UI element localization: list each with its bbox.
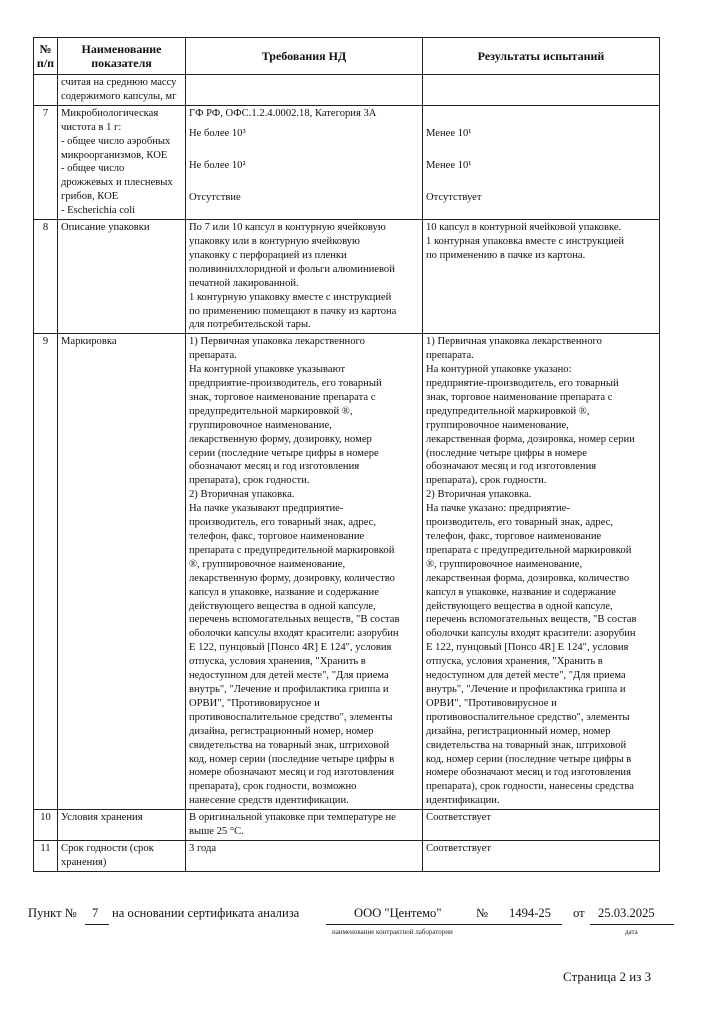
results-table <box>33 37 660 872</box>
lab-name: ООО "Центемо" <box>354 906 442 920</box>
header-indicator-name: Наименование показателя <box>58 38 186 75</box>
point-label: Пункт № <box>28 906 77 920</box>
row-number-cell: 9 <box>34 334 58 810</box>
table-row-11 <box>34 840 660 871</box>
row-name-cell: Маркировка <box>58 334 186 810</box>
page-number: Страница 2 из 3 <box>563 969 652 984</box>
number-sign: № <box>476 906 489 920</box>
row-requirements-cell <box>186 75 423 106</box>
row-name-cell: Срок годности (срок хранения) <box>58 840 186 871</box>
row-results-cell: Соответствует <box>423 810 660 841</box>
row-results-cell: Менее 10¹ Менее 10¹ Отсутствует <box>423 105 660 219</box>
row-number-cell: 7 <box>34 105 58 219</box>
point-underline <box>85 924 109 925</box>
header-results: Результаты испытаний <box>423 38 660 75</box>
row-name-cell: Условия хранения <box>58 810 186 841</box>
row-results-cell: Соответствует <box>423 840 660 871</box>
row-number-cell: 11 <box>34 840 58 871</box>
header-number: № п/п <box>34 38 58 75</box>
lab-underline <box>326 924 494 925</box>
row-requirements-cell: 3 года <box>186 840 423 871</box>
row-name-cell: считая на среднюю массу содержимого капсулы, мг <box>58 75 186 106</box>
row-number-cell: 8 <box>34 220 58 334</box>
certificate-footer <box>28 906 674 942</box>
table-header-row <box>34 38 660 75</box>
date-caption: дата <box>625 928 638 936</box>
row-name-cell: Описание упаковки <box>58 220 186 334</box>
certificate-number: 1494-25 <box>509 906 551 920</box>
row-name-cell: Микробиологическая чистота в 1 г: - общее число аэробных микроорганизмов, КОЕ - общее число дрожжевых и плесневых грибов, КОЕ - Escherichia coli <box>58 105 186 219</box>
row-number-cell <box>34 75 58 106</box>
row-requirements-cell: 1) Первичная упаковка лекарственного препарата. На контурной упаковке указывают предприятие-производитель, его товарный знак, торговое наименование препарата с предупредительной маркировкой ®, группировочное наименование, лекарственную форму, дозировку, номер серии (последние четыре цифры в номере обозначают месяц и год изготовления препарата), срок годности. 2) Вторичная упаковка. На пачке указывают предприятие- производитель, его товарный знак, адрес, телефон, факс, торговое наименование препарата с предупредительной маркировкой ®, группировочное наименование, лекарственную форму, дозировку, количество капсул в упаковке, название и содержание действующего вещества в одной капсуле, перечень вспомогательных веществ, "В состав оболочки капсулы входят красители: азорубин Е 122, пунцовый [Понсо 4R] Е 124", условия отпуска, условия хранения, "Хранить в недоступном для детей месте", "Для приема внутрь", "Лечение и профилактика гриппа и ОРВИ", "Противовирусное и противовоспалительное средство", элементы дизайна, регистрационный номер, номер свидетельства на товарный знак, штриховой код, номер серии (последние четыре цифры в номере обозначают месяц и год изготовления препарата), срок годности, возможно нанесение средств идентификации. <box>186 334 423 810</box>
certificate-date: 25.03.2025 <box>598 906 655 920</box>
table-row-10 <box>34 810 660 841</box>
lab-caption: наименование контрактной лаборатории <box>332 928 453 936</box>
row-requirements-cell: ГФ РФ, ОФС.1.2.4.0002.18, Категория 3А Не более 10³ Не более 10² Отсутствие <box>186 105 423 219</box>
table-row-9 <box>34 334 660 810</box>
row-results-cell <box>423 75 660 106</box>
basis-text: на основании сертификата анализа <box>112 906 300 920</box>
row-number-cell: 10 <box>34 810 58 841</box>
table-row-continued <box>34 75 660 106</box>
row-results-cell: 10 капсул в контурной ячейковой упаковке. 1 контурная упаковка вместе с инструкцией по применению в пачке из картона. <box>423 220 660 334</box>
table-row-8 <box>34 220 660 334</box>
table-row-7 <box>34 105 660 219</box>
date-from-label: от <box>573 906 585 920</box>
header-requirements: Требования НД <box>186 38 423 75</box>
row-requirements-cell: В оригинальной упаковке при температуре не выше 25 °С. <box>186 810 423 841</box>
number-underline <box>494 924 562 925</box>
date-underline <box>590 924 674 925</box>
row-results-cell: 1) Первичная упаковка лекарственного препарата. На контурной упаковке указано: предприятие-производитель, его товарный знак, торговое наименование препарата с предупредительной маркировкой ®, группировочное наименование, лекарственная форма, дозировка, номер серии (последние четыре цифры в номере обозначают месяц и год изготовления препарата), срок годности. 2) Вторичная упаковка. На пачке указано: предприятие- производитель, его товарный знак, адрес, телефон, факс, торговое наименование препарата с предупредительной маркировкой ®, группировочное наименование, лекарственная форма, дозировка, количество капсул в упаковке, название и содержание действующего вещества в одной капсуле, перечень вспомогательных веществ, "В состав оболочки капсулы входят красители: азорубин Е 122, пунцовый [Понсо 4R] Е 124", условия отпуска, условия хранения, "Хранить в недоступном для детей месте", "Для приема внутрь", "Лечение и профилактика гриппа и ОРВИ", "Противовирусное и противовоспалительное средство", элементы дизайна, регистрационный номер, номер свидетельства на товарный знак, штриховой код, номер серии (последние четыре цифры в номере обозначают месяц и год изготовления препарата), срок годности, нанесены средства идентификации. <box>423 334 660 810</box>
row-requirements-cell: По 7 или 10 капсул в контурную ячейковую упаковку или в контурную ячейковую упаковку с перфорацией из пленки поливинилхлоридной и фольги алюминиевой печатной лакированной. 1 контурную упаковку вместе с инструкцией по применению помещают в пачку из картона для потребительской тары. <box>186 220 423 334</box>
point-value: 7 <box>92 906 99 920</box>
